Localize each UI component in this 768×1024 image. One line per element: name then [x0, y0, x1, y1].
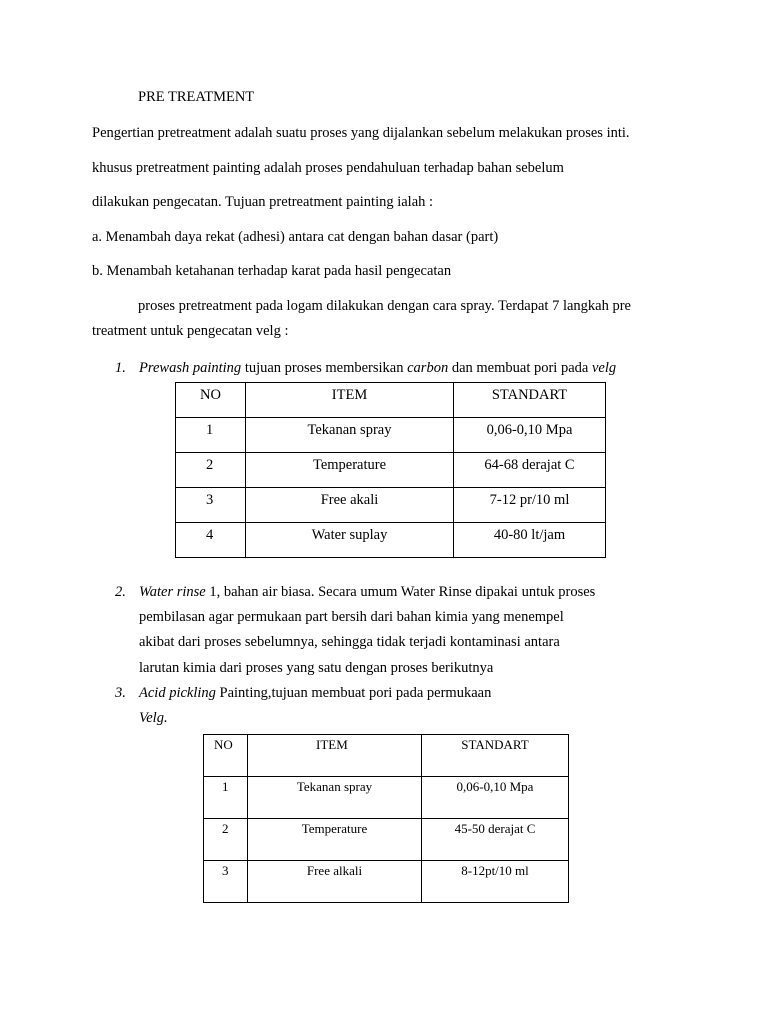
paragraph-process-2: treatment untuk pengecatan velg :	[92, 323, 289, 339]
cell-standart: 45-50 derajat C	[422, 819, 569, 861]
cell-item: Temperature	[248, 819, 422, 861]
goal-b: b. Menambah ketahanan terhadap karat pada hasil pengecatan	[92, 263, 452, 279]
item-text: dan membuat pori pada	[448, 360, 592, 376]
header-cell: NO	[204, 735, 248, 777]
list-number: 3.	[115, 685, 126, 701]
table-row	[176, 488, 606, 523]
cell-no: 2	[176, 453, 246, 488]
header-cell: STANDART	[454, 383, 606, 418]
cell-item: Water suplay	[246, 523, 454, 558]
cell-item: Tekanan spray	[248, 777, 422, 819]
cell-item: Free akali	[246, 488, 454, 523]
cell-no: 3	[204, 861, 248, 903]
cell-no: 4	[176, 523, 246, 558]
cell-item: Free alkali	[248, 861, 422, 903]
table-row	[204, 819, 569, 861]
cell-standart: 8-12pt/10 ml	[422, 861, 569, 903]
goal-a: a. Menambah daya rekat (adhesi) antara cat dengan bahan dasar (part)	[92, 229, 499, 245]
page-title: PRE TREATMENT	[138, 89, 255, 105]
item-text: 1, bahan air biasa. Secara umum Water Rinse dipakai untuk proses	[205, 584, 596, 600]
paragraph-definition: Pengertian pretreatment adalah suatu proses yang dijalankan sebelum melakukan proses inti.	[92, 125, 630, 141]
paragraph-process: proses pretreatment pada logam dilakukan dengan cara spray. Terdapat 7 langkah pre	[138, 298, 631, 314]
list-item-2-line-4: larutan kimia dari proses yang satu dengan proses berikutnya	[139, 660, 494, 676]
cell-standart: 64-68 derajat C	[454, 453, 606, 488]
term-carbon: carbon	[407, 360, 449, 376]
cell-no: 1	[176, 418, 246, 453]
item-text: Painting,tujuan membuat pori pada permukaan	[215, 685, 492, 701]
term-prewash: Prewash painting	[139, 360, 242, 376]
table-row	[176, 418, 606, 453]
paragraph-definition-2: khusus pretreatment painting adalah proses pendahuluan terhadap bahan sebelum	[92, 160, 564, 176]
table-prewash	[175, 382, 606, 558]
cell-item: Tekanan spray	[246, 418, 454, 453]
term-velg: velg	[591, 360, 617, 376]
cell-no: 2	[204, 819, 248, 861]
header-cell: ITEM	[246, 383, 454, 418]
table-header-row	[176, 383, 606, 418]
cell-item: Temperature	[246, 453, 454, 488]
term-acid-pickling: Acid pickling	[139, 685, 216, 701]
cell-standart: 0,06-0,10 Mpa	[422, 777, 569, 819]
table-row	[176, 453, 606, 488]
cell-no: 3	[176, 488, 246, 523]
table-row	[176, 523, 606, 558]
table-row	[204, 861, 569, 903]
table-header-row	[204, 735, 569, 777]
list-item-2-line-2: pembilasan agar permukaan part bersih dari bahan kimia yang menempel	[139, 609, 564, 625]
list-item-2	[115, 584, 595, 601]
cell-standart: 40-80 lt/jam	[454, 523, 606, 558]
header-cell: STANDART	[422, 735, 569, 777]
list-item-3	[115, 685, 491, 702]
table-row	[204, 777, 569, 819]
list-item-1	[115, 360, 616, 377]
list-number: 1.	[115, 360, 126, 376]
header-cell: ITEM	[248, 735, 422, 777]
header-cell: NO	[176, 383, 246, 418]
cell-no: 1	[204, 777, 248, 819]
list-item-2-line-3: akibat dari proses sebelumnya, sehingga tidak terjadi kontaminasi antara	[139, 634, 560, 650]
list-item-3-line-2: Velg.	[139, 710, 168, 726]
item-text: tujuan proses membersikan	[241, 360, 408, 376]
term-water-rinse: Water rinse	[139, 584, 206, 600]
table-acid-pickling	[203, 734, 569, 903]
cell-standart: 7-12 pr/10 ml	[454, 488, 606, 523]
list-number: 2.	[115, 584, 126, 600]
paragraph-definition-3: dilakukan pengecatan. Tujuan pretreatment painting ialah :	[92, 194, 434, 210]
cell-standart: 0,06-0,10 Mpa	[454, 418, 606, 453]
